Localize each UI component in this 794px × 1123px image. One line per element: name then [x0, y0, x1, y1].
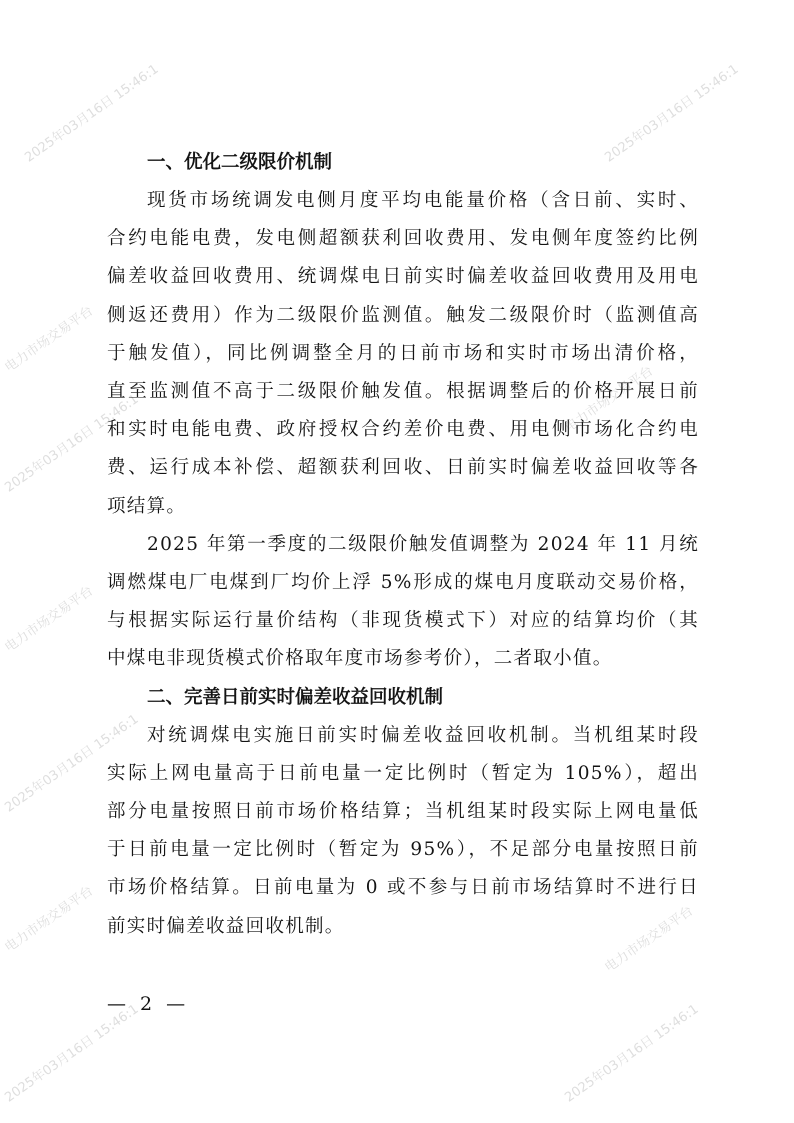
text-line: 项结算。 [107, 495, 187, 517]
watermark: 2025年03月16日 15:46:1 [2, 711, 142, 816]
text-line: 合约电能电费，发电侧超额获利回收费用、发电侧年度签约比例 [107, 228, 699, 250]
section-heading: 一、优化二级限价机制 [147, 152, 333, 173]
text-line: 对统调煤电实施日前实时偏差收益回收机制。当机组某时段 [147, 724, 699, 746]
text-line: 于触发值），同比例调整全月的日前市场和实时市场出清价格， [107, 342, 699, 364]
text-line: 和实时电能电费、政府授权合约差价电费、用电侧市场化合约电 [107, 419, 699, 441]
text-line: 部分电量按照日前市场价格结算；当机组某时段实际上网电量低 [107, 801, 699, 823]
watermark: 2025年03月16日 15:46:1 [22, 61, 162, 166]
watermark: 2025年03月16日 15:46:1 [562, 1001, 702, 1106]
watermark: 电力市场交易平台 [562, 363, 657, 436]
text-line: 2025 年第一季度的二级限价触发值调整为 2024 年 11 月统 [147, 533, 699, 555]
watermark: 2025年03月16日 15:46:1 [2, 1001, 142, 1106]
paragraph [107, 526, 699, 679]
watermark: 2025年03月16日 15:46:1 [602, 61, 742, 166]
document-body [107, 144, 699, 946]
text-line: 侧返还费用）作为二级限价监测值。触发二级限价时（监测值高 [107, 304, 699, 326]
text-line: 直至监测值不高于二级限价触发值。根据调整后的价格开展日前 [107, 381, 699, 403]
section-heading: 二、完善日前实时偏差收益回收机制 [147, 686, 444, 708]
text-line: 前实时偏差收益回收机制。 [107, 915, 345, 937]
text-line: 调燃煤电厂电煤到厂均价上浮 5%形成的煤电月度联动交易价格， [107, 572, 699, 594]
text-line: 市场价格结算。日前电量为 0 或不参与日前市场结算时不进行日 [107, 877, 699, 899]
text-line: 实际上网电量高于日前电量一定比例时（暂定为 105%），超出 [107, 762, 699, 784]
watermark: 电力市场交易平台 [2, 883, 97, 956]
watermark: 电力市场交易平台 [602, 903, 697, 976]
watermark: 电力市场交易平台 [2, 583, 97, 656]
watermark: 电力市场交易平台 [2, 303, 97, 376]
watermark: 2025年03月16日 15:46:1 [2, 391, 142, 496]
text-line: 费、运行成本补偿、超额获利回收、日前实时偏差收益回收等各 [107, 457, 699, 479]
paragraph [107, 717, 699, 946]
text-line: 于日前电量一定比例时（暂定为 95%），不足部分电量按照日前 [107, 839, 699, 861]
text-line: 偏差收益回收费用、统调煤电日前实时偏差收益回收费用及用电 [107, 266, 699, 288]
text-line: 与根据实际运行量价结构（非现货模式下）对应的结算均价（其 [107, 610, 699, 632]
text-line: 现货市场统调发电侧月度平均电能量价格（含日前、实时、 [147, 190, 699, 211]
page-number: — 2 — [107, 993, 190, 1015]
text-line: 中煤电非现货模式价格取年度市场参考价），二者取小值。 [107, 648, 613, 670]
paragraph [107, 182, 699, 526]
